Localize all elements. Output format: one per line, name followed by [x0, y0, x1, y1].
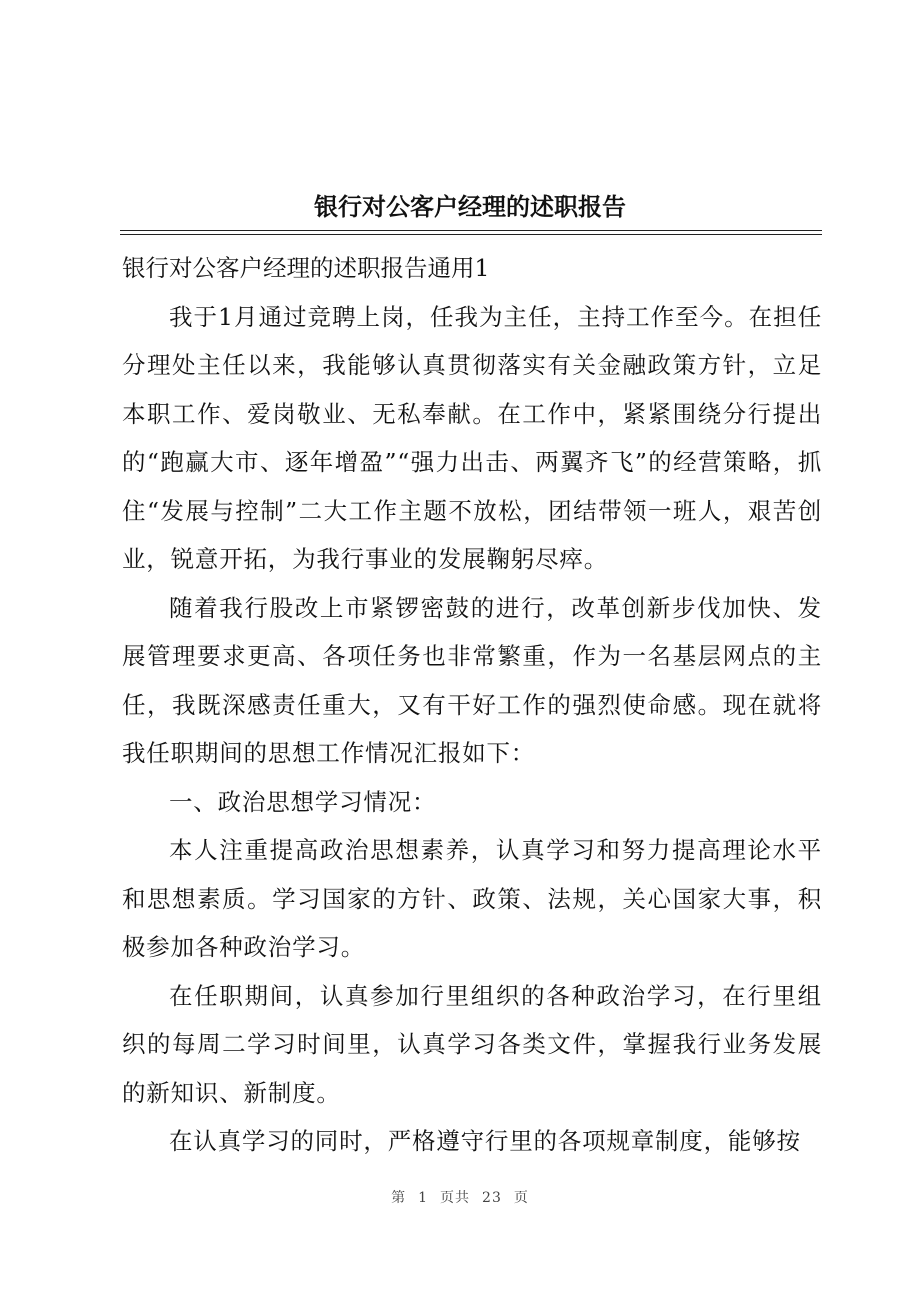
paragraph-1: 我于1月通过竞聘上岗，任我为主任，主持工作至今。在担任分理处主任以来，我能够认真贯彻落实有关金融政策方针，立足本职工作、爱岗敬业、无私奉献。在工作中，紧紧围绕分行提出的“跑赢大市、逐年增盈”“强力出击、两翼齐飞”的经营策略，抓住“发展与控制”二大工作主题不放松，团结带领一班人，艰苦创业，锐意开拓，为我行事业的发展鞠躬尽瘁。	[122, 302, 822, 573]
paragraph-3: 本人注重提高政治思想素养，认真学习和努力提高理论水平和思想素质。学习国家的方针、政策、法规，关心国家大事，积极参加各种政治学习。	[122, 836, 822, 961]
footer-page-number: 1	[418, 1190, 429, 1206]
paragraph-2: 随着我行股改上市紧锣密鼓的进行，改革创新步伐加快、发展管理要求更高、各项任务也非常繁重，作为一名基层网点的主任，我既深感责任重大，又有干好工作的强烈使命感。现在就将我任职期间的思想工作情况汇报如下：	[122, 593, 822, 767]
footer-total-pages: 23	[482, 1190, 502, 1206]
footer-suffix: 页	[513, 1190, 529, 1206]
page-footer	[0, 1187, 920, 1207]
page-title: 银行对公客户经理的述职报告	[314, 192, 626, 221]
document-body	[122, 244, 822, 1166]
paragraph-5: 在认真学习的同时，严格遵守行里的各项规章制度，能够按	[169, 1127, 801, 1155]
paragraph-4: 在任职期间，认真参加行里组织的各种政治学习，在行里组织的每周二学习时间里，认真学习各类文件，掌握我行业务发展的新知识、新制度。	[122, 981, 822, 1107]
footer-prefix: 第	[391, 1190, 407, 1206]
footer-middle: 页共	[440, 1190, 471, 1206]
title-double-rule	[120, 230, 822, 235]
document-subtitle: 银行对公客户经理的述职报告通用1	[122, 254, 490, 282]
section-heading-1: 一、政治思想学习情况：	[169, 787, 437, 816]
